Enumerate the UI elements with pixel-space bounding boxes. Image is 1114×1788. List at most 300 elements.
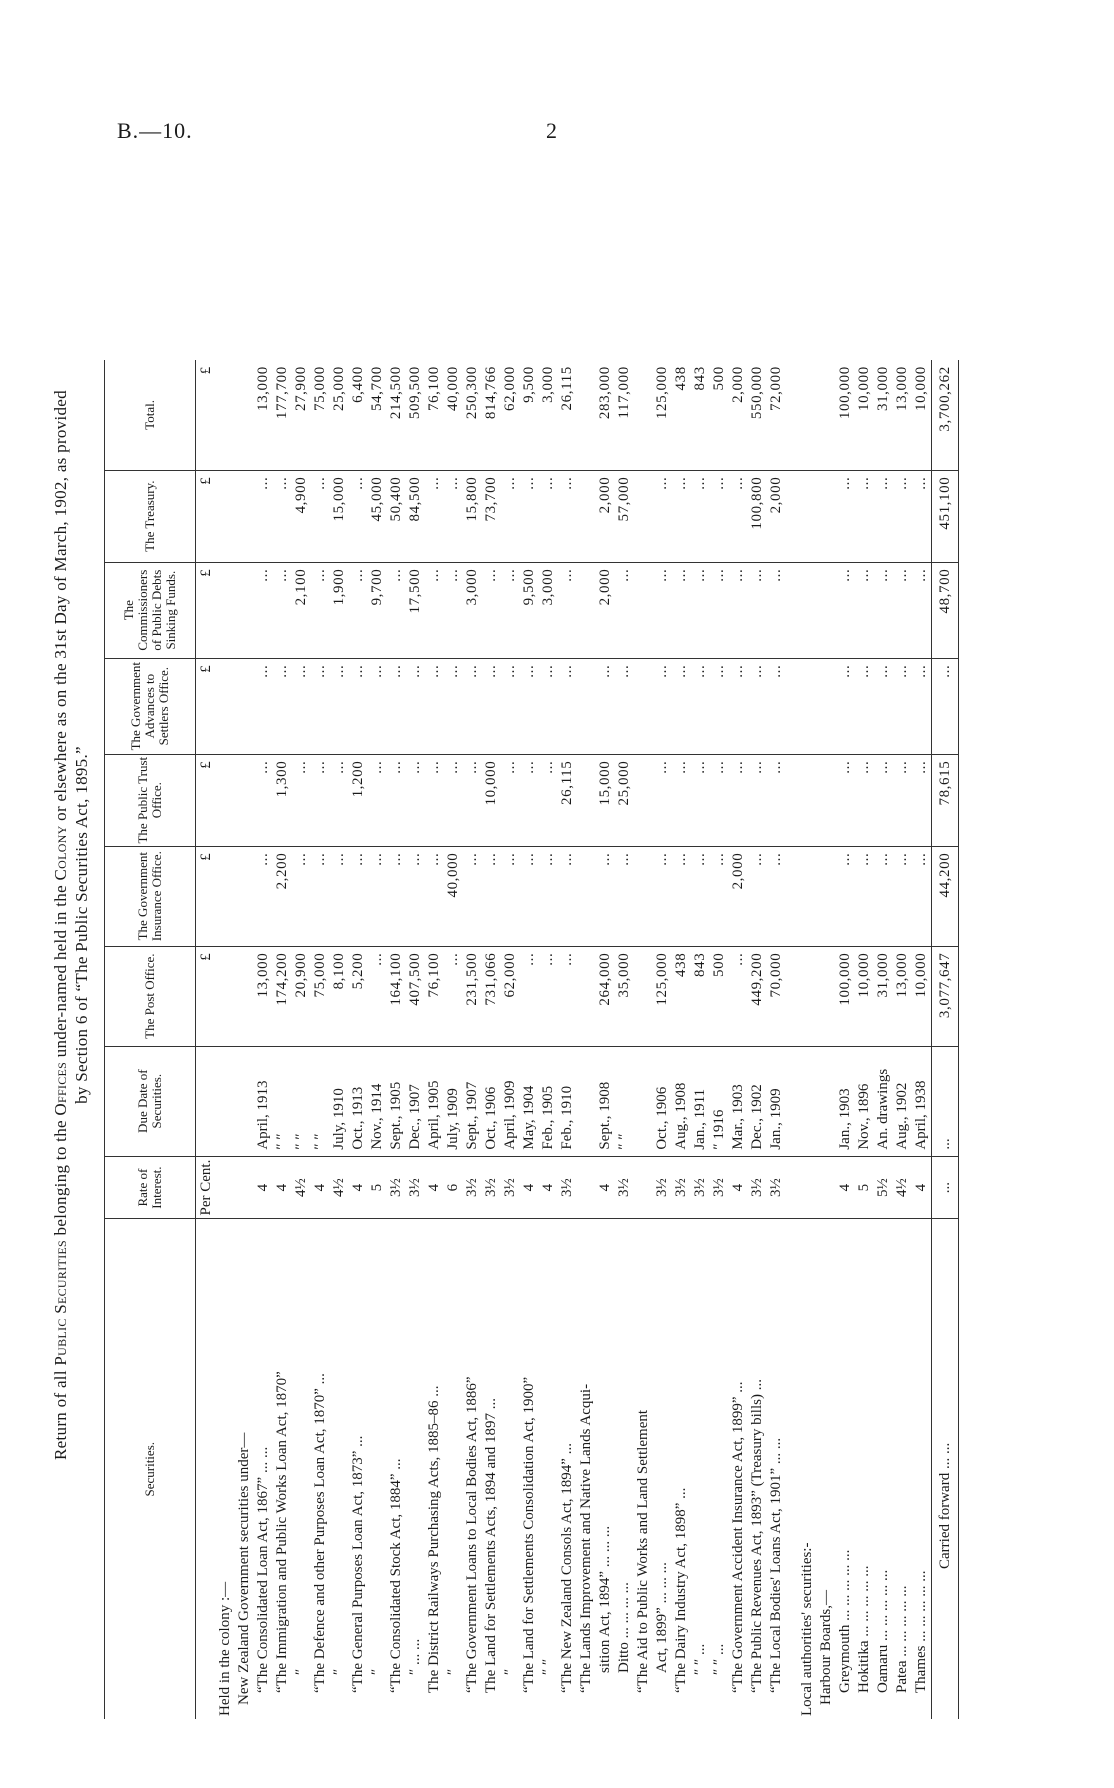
treasury-cell: 100,800 xyxy=(748,470,767,562)
public-trust-cell: 1,200 xyxy=(349,754,368,846)
public-trust-cell: 26,115 xyxy=(558,754,577,846)
insurance-office-cell: ... xyxy=(520,846,539,946)
rate-cell: 5½ xyxy=(874,1156,893,1219)
advances-office-cell: ... xyxy=(292,658,311,754)
table-row xyxy=(912,360,932,1719)
advances-office-cell: ... xyxy=(596,658,615,754)
public-trust-cell: ... xyxy=(406,754,425,846)
insurance-office-cell xyxy=(577,846,596,946)
insurance-office-cell: ... xyxy=(874,846,893,946)
post-office-cell: 407,500 xyxy=(406,946,425,1046)
advances-office-cell: ... xyxy=(691,658,710,754)
table-row xyxy=(767,360,786,1719)
advances-office-cell: ... xyxy=(444,658,463,754)
treasury-cell: ... xyxy=(349,470,368,562)
treasury-cell: ... xyxy=(425,470,444,562)
due-date-cell: Oct., 1906 xyxy=(482,1046,501,1156)
advances-office-cell xyxy=(235,658,254,754)
total-cell: 509,500 xyxy=(406,360,425,470)
security-name-cell: “The Government Loans to Local Bodies Act, 1886” xyxy=(464,1376,480,1693)
post-office-cell: 35,000 xyxy=(615,946,634,1046)
security-name-cell: “The Local Bodies' Loans Act, 1901” ... ... xyxy=(768,1437,784,1693)
security-name-cell: ″ ... ... xyxy=(407,1638,423,1675)
due-date-cell: ″ ″ xyxy=(311,1046,330,1156)
sinking-funds-cell: ... xyxy=(615,562,634,658)
public-trust-cell: ... xyxy=(444,754,463,846)
advances-office-cell xyxy=(798,658,817,754)
post-office-cell: 76,100 xyxy=(425,946,444,1046)
treasury-cell: 15,800 xyxy=(463,470,482,562)
advances-office-cell: ... xyxy=(539,658,558,754)
public-trust-cell: ... xyxy=(387,754,406,846)
rate-cell: 3½ xyxy=(463,1156,482,1219)
total-cell: 27,900 xyxy=(292,360,311,470)
total-cell: 438 xyxy=(672,360,691,470)
treasury-cell: ... xyxy=(710,470,729,562)
rate-cell: 3½ xyxy=(615,1156,634,1219)
advances-office-cell: ... xyxy=(463,658,482,754)
table-row xyxy=(425,360,444,1719)
carried-forward-row xyxy=(932,360,959,1719)
due-date-cell: ″ ″ xyxy=(615,1046,634,1156)
carried-forward-due-date-cell: ... xyxy=(932,1046,959,1156)
rate-cell: 3½ xyxy=(501,1156,520,1219)
treasury-cell: ... xyxy=(912,470,932,562)
post-office-cell xyxy=(577,946,596,1046)
carried-forward-rate-cell: ... xyxy=(932,1156,959,1219)
treasury-cell: ... xyxy=(311,470,330,562)
insurance-office-cell: ... xyxy=(855,846,874,946)
table-row xyxy=(330,360,349,1719)
due-date-cell: July, 1910 xyxy=(330,1046,349,1156)
document-title xyxy=(50,105,92,1745)
total-cell: 25,000 xyxy=(330,360,349,470)
treasury-cell: 57,000 xyxy=(615,470,634,562)
table-body xyxy=(196,360,959,1719)
due-date-cell xyxy=(577,1046,596,1156)
due-date-cell: ″ ″ xyxy=(292,1046,311,1156)
treasury-cell: ... xyxy=(653,470,672,562)
due-date-cell: April, 1938 xyxy=(912,1046,932,1156)
insurance-office-cell xyxy=(798,846,817,946)
advances-office-cell: ... xyxy=(653,658,672,754)
treasury-cell: 2,000 xyxy=(596,470,615,562)
due-date-cell xyxy=(786,1046,798,1156)
public-trust-cell: ... xyxy=(311,754,330,846)
public-trust-cell: ... xyxy=(874,754,893,846)
total-cell: 250,300 xyxy=(463,360,482,470)
public-trust-cell: ... xyxy=(767,754,786,846)
units-cell: £ xyxy=(196,846,217,946)
total-cell xyxy=(786,360,798,470)
post-office-cell xyxy=(786,946,798,1046)
treasury-cell: 2,000 xyxy=(767,470,786,562)
insurance-office-cell: ... xyxy=(596,846,615,946)
security-name-cell: ″ xyxy=(369,1668,385,1675)
carried-forward-insurance-office-cell: 44,200 xyxy=(932,846,959,946)
rate-cell: 3½ xyxy=(767,1156,786,1219)
table-row xyxy=(444,360,463,1719)
table-row xyxy=(786,360,798,1719)
post-office-cell: ... xyxy=(520,946,539,1046)
sinking-funds-cell: ... xyxy=(710,562,729,658)
sinking-funds-cell: ... xyxy=(254,562,273,658)
insurance-office-cell: ... xyxy=(501,846,520,946)
security-name-cell: “The Immigration and Public Works Loan Act, 1870” xyxy=(274,1371,290,1693)
units-cell: £ xyxy=(196,754,217,846)
insurance-office-cell xyxy=(817,846,836,946)
due-date-cell: Nov., 1914 xyxy=(368,1046,387,1156)
security-name-cell: “The Consolidated Stock Act, 1884” ... xyxy=(388,1458,404,1693)
public-trust-cell: ... xyxy=(292,754,311,846)
sinking-funds-cell: ... xyxy=(672,562,691,658)
insurance-office-cell: 2,000 xyxy=(729,846,748,946)
document-reference: B.—10. xyxy=(117,118,193,143)
sinking-funds-cell: 2,000 xyxy=(596,562,615,658)
table-row xyxy=(235,360,254,1719)
treasury-cell: 73,700 xyxy=(482,470,501,562)
public-trust-cell xyxy=(577,754,596,846)
total-cell: 283,000 xyxy=(596,360,615,470)
public-trust-cell: ... xyxy=(501,754,520,846)
insurance-office-cell xyxy=(216,846,235,946)
public-trust-cell: ... xyxy=(672,754,691,846)
security-name-cell: “The Government Accident Insurance Act, 1899” ... xyxy=(730,1381,746,1693)
due-date-cell xyxy=(817,1046,836,1156)
security-name-cell: Harbour Boards,— xyxy=(818,1590,834,1705)
insurance-office-cell: ... xyxy=(368,846,387,946)
security-name-cell: Act, 1899” ... ... ... xyxy=(654,1562,670,1673)
public-trust-cell: ... xyxy=(691,754,710,846)
security-name-cell: “The Land for Settlements Consolidation Act, 1900” xyxy=(521,1376,537,1693)
security-name-cell: Ditto ... ... ... ... xyxy=(616,1582,632,1673)
security-name-cell: “The Consolidated Loan Act, 1867” ... ... xyxy=(255,1446,271,1693)
sinking-funds-cell: 3,000 xyxy=(463,562,482,658)
due-date-cell: April, 1905 xyxy=(425,1046,444,1156)
total-cell xyxy=(817,360,836,470)
table-row xyxy=(855,360,874,1719)
due-date-cell xyxy=(216,1046,235,1156)
sinking-funds-cell: ... xyxy=(893,562,912,658)
due-date-cell: Feb., 1910 xyxy=(558,1046,577,1156)
treasury-cell: ... xyxy=(836,470,855,562)
total-cell xyxy=(798,360,817,470)
table-row xyxy=(729,360,748,1719)
post-office-cell: 8,100 xyxy=(330,946,349,1046)
public-trust-cell: ... xyxy=(893,754,912,846)
treasury-cell xyxy=(216,470,235,562)
table-row xyxy=(368,360,387,1719)
security-name-cell: ″ xyxy=(445,1668,461,1675)
sinking-funds-cell: ... xyxy=(748,562,767,658)
due-date-cell: April, 1909 xyxy=(501,1046,520,1156)
security-name-cell: “The Aid to Public Works and Land Settlement xyxy=(635,1409,651,1693)
table-row xyxy=(874,360,893,1719)
insurance-office-cell xyxy=(235,846,254,946)
table-row xyxy=(387,360,406,1719)
carried-forward-total-cell: 3,700,262 xyxy=(932,360,959,470)
post-office-cell: 438 xyxy=(672,946,691,1046)
public-trust-cell: 1,300 xyxy=(273,754,292,846)
post-office-cell: 20,900 xyxy=(292,946,311,1046)
security-name-cell: “The Dairy Industry Act, 1898” ... xyxy=(673,1487,689,1693)
post-office-cell: 31,000 xyxy=(874,946,893,1046)
table-row xyxy=(672,360,691,1719)
carried-forward-advances-office-cell: ... xyxy=(932,658,959,754)
advances-office-cell xyxy=(216,658,235,754)
post-office-cell: 10,000 xyxy=(912,946,932,1046)
treasury-cell xyxy=(634,470,653,562)
table-row xyxy=(311,360,330,1719)
sinking-funds-cell: ... xyxy=(874,562,893,658)
post-office-cell: 174,200 xyxy=(273,946,292,1046)
post-office-cell: 164,100 xyxy=(387,946,406,1046)
insurance-office-cell: ... xyxy=(311,846,330,946)
security-name-cell: Thames ... ... ... ... ... xyxy=(913,1570,929,1693)
advances-office-cell: ... xyxy=(836,658,855,754)
due-date-cell: May, 1904 xyxy=(520,1046,539,1156)
rate-cell: 4 xyxy=(254,1156,273,1219)
public-trust-cell xyxy=(235,754,254,846)
security-name-cell: The Land for Settlements Acts, 1894 and 1897 ... xyxy=(483,1398,499,1693)
col-header-insurance-office: The Government Insurance Office. xyxy=(105,846,196,946)
post-office-cell: 13,000 xyxy=(254,946,273,1046)
col-header-advances-office: The Government Advances to Settlers Office. xyxy=(105,658,196,754)
treasury-cell: ... xyxy=(444,470,463,562)
treasury-cell: 84,500 xyxy=(406,470,425,562)
due-date-cell: Aug., 1902 xyxy=(893,1046,912,1156)
table-row xyxy=(501,360,520,1719)
insurance-office-cell: ... xyxy=(254,846,273,946)
security-name-cell: “The Public Revenues Act, 1893” (Treasury bills) ... xyxy=(749,1379,765,1693)
rate-cell: 5 xyxy=(855,1156,874,1219)
insurance-office-cell: ... xyxy=(912,846,932,946)
post-office-cell: 231,500 xyxy=(463,946,482,1046)
total-cell xyxy=(216,360,235,470)
col-header-due-date: Due Date of Securities. xyxy=(105,1046,196,1156)
rate-cell xyxy=(798,1156,817,1219)
treasury-cell xyxy=(786,470,798,562)
treasury-cell: ... xyxy=(273,470,292,562)
rate-cell xyxy=(634,1156,653,1219)
rate-cell xyxy=(216,1156,235,1219)
advances-office-cell: ... xyxy=(387,658,406,754)
table-row xyxy=(710,360,729,1719)
public-trust-cell: 15,000 xyxy=(596,754,615,846)
post-office-cell xyxy=(634,946,653,1046)
insurance-office-cell: ... xyxy=(710,846,729,946)
sinking-funds-cell: ... xyxy=(444,562,463,658)
security-name-cell: ″ ″ xyxy=(540,1658,556,1675)
table-row xyxy=(798,360,817,1719)
due-date-cell: Dec., 1907 xyxy=(406,1046,425,1156)
rate-cell: 4 xyxy=(729,1156,748,1219)
table-row xyxy=(836,360,855,1719)
post-office-cell xyxy=(817,946,836,1046)
units-cell xyxy=(196,1219,217,1719)
advances-office-cell: ... xyxy=(855,658,874,754)
table-row xyxy=(406,360,425,1719)
public-trust-cell: ... xyxy=(653,754,672,846)
public-trust-cell xyxy=(634,754,653,846)
rate-cell: 4 xyxy=(836,1156,855,1219)
page-number: 2 xyxy=(546,118,557,143)
post-office-cell: 449,200 xyxy=(748,946,767,1046)
post-office-cell: 5,200 xyxy=(349,946,368,1046)
insurance-office-cell: ... xyxy=(767,846,786,946)
total-cell: 117,000 xyxy=(615,360,634,470)
advances-office-cell: ... xyxy=(349,658,368,754)
sinking-funds-cell: 1,900 xyxy=(330,562,349,658)
advances-office-cell: ... xyxy=(558,658,577,754)
due-date-cell: Oct., 1913 xyxy=(349,1046,368,1156)
advances-office-cell: ... xyxy=(425,658,444,754)
units-cell: Per Cent. xyxy=(196,1156,217,1219)
due-date-cell: Dec., 1902 xyxy=(748,1046,767,1156)
treasury-cell xyxy=(817,470,836,562)
sinking-funds-cell xyxy=(817,562,836,658)
due-date-cell: Jan., 1909 xyxy=(767,1046,786,1156)
post-office-cell: 70,000 xyxy=(767,946,786,1046)
total-cell: 26,115 xyxy=(558,360,577,470)
rate-cell: 4½ xyxy=(893,1156,912,1219)
security-name-cell: Patea ... ... ... ... ... xyxy=(894,1585,910,1693)
units-cell: £ xyxy=(196,946,217,1046)
public-trust-cell: ... xyxy=(330,754,349,846)
rate-cell: 4 xyxy=(349,1156,368,1219)
total-cell: 54,700 xyxy=(368,360,387,470)
public-trust-cell: ... xyxy=(520,754,539,846)
post-office-cell: 731,066 xyxy=(482,946,501,1046)
insurance-office-cell: ... xyxy=(558,846,577,946)
public-trust-cell: ... xyxy=(729,754,748,846)
treasury-cell: ... xyxy=(893,470,912,562)
due-date-cell: Sept., 1908 xyxy=(596,1046,615,1156)
carried-forward-sinking-funds-cell: 48,700 xyxy=(932,562,959,658)
advances-office-cell: ... xyxy=(672,658,691,754)
total-cell: 500 xyxy=(710,360,729,470)
col-header-post-office: The Post Office. xyxy=(105,946,196,1046)
sinking-funds-cell: ... xyxy=(482,562,501,658)
due-date-cell xyxy=(798,1046,817,1156)
carried-forward-treasury-cell: 451,100 xyxy=(932,470,959,562)
due-date-cell: July, 1909 xyxy=(444,1046,463,1156)
rate-cell xyxy=(786,1156,798,1219)
advances-office-cell xyxy=(634,658,653,754)
sinking-funds-cell: ... xyxy=(501,562,520,658)
units-cell: £ xyxy=(196,658,217,754)
insurance-office-cell: ... xyxy=(539,846,558,946)
treasury-cell: ... xyxy=(874,470,893,562)
table-row xyxy=(558,360,577,1719)
due-date-cell xyxy=(235,1046,254,1156)
security-name-cell: ″ xyxy=(502,1668,518,1675)
total-cell: 214,500 xyxy=(387,360,406,470)
security-name-cell: “The General Purposes Loan Act, 1873” ... xyxy=(350,1435,366,1693)
table-row xyxy=(482,360,501,1719)
post-office-cell: 500 xyxy=(710,946,729,1046)
table-row xyxy=(691,360,710,1719)
total-cell: 62,000 xyxy=(501,360,520,470)
rate-cell: 4½ xyxy=(330,1156,349,1219)
treasury-cell: 4,900 xyxy=(292,470,311,562)
security-name-cell: Oamaru ... ... ... ... ... xyxy=(875,1569,891,1693)
advances-office-cell xyxy=(786,658,798,754)
insurance-office-cell: ... xyxy=(893,846,912,946)
sinking-funds-cell: ... xyxy=(836,562,855,658)
units-row xyxy=(196,360,217,1719)
column-header-row xyxy=(105,360,196,1719)
rate-cell xyxy=(235,1156,254,1219)
rate-cell xyxy=(577,1156,596,1219)
due-date-cell xyxy=(634,1046,653,1156)
table-row xyxy=(596,360,615,1719)
sinking-funds-cell: ... xyxy=(855,562,874,658)
total-cell: 72,000 xyxy=(767,360,786,470)
sinking-funds-cell: ... xyxy=(558,562,577,658)
advances-office-cell: ... xyxy=(406,658,425,754)
total-cell: 177,700 xyxy=(273,360,292,470)
security-name-cell: sition Act, 1894” ... ... ... xyxy=(597,1525,613,1673)
total-cell: 843 xyxy=(691,360,710,470)
due-date-cell: Jan., 1911 xyxy=(691,1046,710,1156)
public-trust-cell: ... xyxy=(855,754,874,846)
rate-cell: 3½ xyxy=(710,1156,729,1219)
security-name-cell: Held in the colony :— xyxy=(217,1581,233,1716)
insurance-office-cell: ... xyxy=(463,846,482,946)
post-office-cell xyxy=(235,946,254,1046)
total-cell: 9,500 xyxy=(520,360,539,470)
security-name-cell: “The Defence and other Purposes Loan Act, 1870” ... xyxy=(312,1373,328,1693)
total-cell: 40,000 xyxy=(444,360,463,470)
total-cell xyxy=(577,360,596,470)
post-office-cell: 100,000 xyxy=(836,946,855,1046)
treasury-cell: ... xyxy=(539,470,558,562)
carried-forward-public-trust-cell: 78,615 xyxy=(932,754,959,846)
advances-office-cell: ... xyxy=(893,658,912,754)
rate-cell: 4½ xyxy=(292,1156,311,1219)
due-date-cell: Aug., 1908 xyxy=(672,1046,691,1156)
securities-table xyxy=(104,360,959,1719)
total-cell: 10,000 xyxy=(912,360,932,470)
advances-office-cell: ... xyxy=(729,658,748,754)
sinking-funds-cell xyxy=(216,562,235,658)
insurance-office-cell xyxy=(634,846,653,946)
total-cell xyxy=(235,360,254,470)
sinking-funds-cell xyxy=(786,562,798,658)
rate-cell: 4 xyxy=(912,1156,932,1219)
post-office-cell: 264,000 xyxy=(596,946,615,1046)
public-trust-cell: ... xyxy=(836,754,855,846)
advances-office-cell: ... xyxy=(615,658,634,754)
post-office-cell xyxy=(798,946,817,1046)
post-office-cell: 62,000 xyxy=(501,946,520,1046)
security-name-cell: The District Railways Purchasing Acts, 1885–86 ... xyxy=(426,1385,442,1693)
table-row xyxy=(817,360,836,1719)
total-cell: 13,000 xyxy=(893,360,912,470)
post-office-cell: ... xyxy=(729,946,748,1046)
rate-cell: 3½ xyxy=(387,1156,406,1219)
sinking-funds-cell xyxy=(577,562,596,658)
treasury-cell: ... xyxy=(558,470,577,562)
security-name-cell: ″ ″ ... xyxy=(711,1643,727,1675)
due-date-cell: Mar., 1903 xyxy=(729,1046,748,1156)
public-trust-cell: ... xyxy=(425,754,444,846)
public-trust-cell: ... xyxy=(912,754,932,846)
post-office-cell: ... xyxy=(539,946,558,1046)
insurance-office-cell: ... xyxy=(748,846,767,946)
security-name-cell: ″ xyxy=(331,1668,347,1675)
